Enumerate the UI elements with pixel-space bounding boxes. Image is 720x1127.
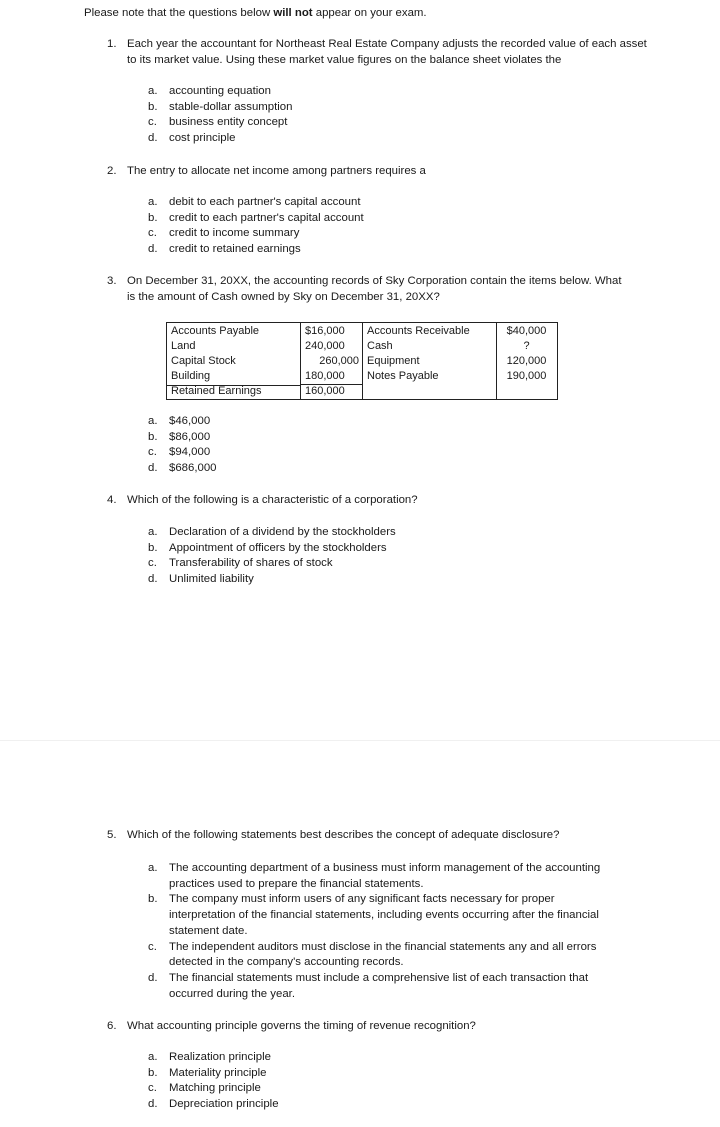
option-text: The accounting department of a business must inform management of the accounting practices used to prepare the financial statements.	[169, 862, 601, 890]
option	[148, 430, 217, 446]
question-text: What accounting principle governs the timing of revenue recognition?	[127, 1020, 476, 1032]
option-letter: d.	[148, 573, 158, 586]
option	[148, 1097, 279, 1113]
option-letter: b.	[148, 1066, 158, 1079]
option	[148, 861, 620, 892]
question-number: 6.	[107, 1020, 117, 1032]
option	[148, 445, 217, 461]
question-3	[107, 274, 667, 305]
page-break-line	[0, 740, 720, 741]
account-name: Land	[171, 340, 196, 352]
option-text: cost principle	[169, 132, 236, 145]
question-6	[107, 1019, 667, 1035]
option	[148, 115, 292, 131]
account-name: Equipment	[367, 355, 420, 367]
option	[148, 525, 396, 541]
option-letter: c.	[148, 116, 157, 129]
option	[148, 461, 217, 477]
note-text: Please note that the questions below	[84, 7, 274, 19]
account-value: $40,000	[506, 325, 547, 337]
option-text: Unlimited liability	[169, 573, 254, 586]
option-letter: a.	[148, 526, 158, 538]
question-1	[107, 37, 667, 68]
account-name: Notes Payable	[367, 370, 439, 382]
option-text: Materiality principle	[169, 1066, 267, 1079]
q1-options	[148, 84, 292, 147]
question-number: 3.	[107, 275, 117, 287]
option-text: credit to retained earnings	[169, 243, 301, 256]
option-letter: a.	[148, 196, 158, 208]
option-text: accounting equation	[169, 85, 271, 97]
q4-options	[148, 525, 396, 588]
question-number: 2.	[107, 165, 117, 177]
option	[148, 226, 364, 242]
account-value: 190,000	[506, 370, 547, 382]
option-letter: d.	[148, 971, 158, 984]
option	[148, 1050, 279, 1066]
option-text: Transferability of shares of stock	[169, 557, 333, 570]
option-text: business entity concept	[169, 116, 288, 129]
account-name: Cash	[367, 340, 393, 352]
question-text: The entry to allocate net income among partners requires a	[127, 165, 426, 177]
account-value: ?	[523, 340, 530, 352]
account-value: 260,000	[319, 355, 359, 367]
option-letter: c.	[148, 1082, 157, 1095]
exam-note	[84, 6, 427, 22]
question-number: 4.	[107, 494, 117, 506]
question-number: 5.	[107, 829, 117, 841]
option	[148, 541, 396, 557]
option	[148, 892, 620, 939]
option-letter: b.	[148, 541, 158, 554]
account-value: $16,000	[305, 325, 345, 337]
option-text: debit to each partner's capital account	[169, 196, 361, 208]
option-letter: d.	[148, 243, 158, 256]
option	[148, 1066, 279, 1082]
option-letter: c.	[148, 227, 157, 240]
account-name: Capital Stock	[171, 355, 236, 367]
option	[148, 84, 292, 100]
account-value: 180,000	[305, 370, 345, 382]
option-letter: c.	[148, 557, 157, 570]
option	[148, 414, 217, 430]
option-text: Depreciation principle	[169, 1098, 279, 1111]
option-text: Declaration of a dividend by the stockholders	[169, 526, 396, 538]
option-letter: d.	[148, 462, 158, 475]
option-letter: b.	[148, 100, 158, 113]
option-letter: a.	[148, 85, 158, 97]
account-value: 120,000	[506, 355, 547, 367]
account-name: Accounts Payable	[171, 325, 260, 337]
question-4	[107, 493, 667, 509]
option-letter: d.	[148, 132, 158, 145]
option	[148, 211, 364, 227]
account-name: Accounts Receivable	[367, 325, 470, 337]
note-bold: will not	[273, 7, 313, 19]
option	[148, 100, 292, 116]
option-letter: a.	[148, 862, 158, 874]
option-letter: b.	[148, 211, 158, 224]
option-letter: b.	[148, 893, 158, 906]
option-text: credit to each partner's capital account	[169, 211, 364, 224]
account-value: 160,000	[305, 385, 345, 397]
account-name: Building	[171, 370, 211, 382]
question-text: On December 31, 20XX, the accounting records of Sky Corporation contain the items below. What is the amount of Cash owned by Sky on December 31, 20XX?	[127, 275, 622, 303]
option-text: Matching principle	[169, 1082, 261, 1095]
option-letter: a.	[148, 415, 158, 427]
option	[148, 971, 620, 1002]
option-text: The company must inform users of any significant facts necessary for proper interpretation of the financial statements, including events occurring after the financial statement date.	[169, 893, 599, 937]
question-5	[107, 828, 667, 844]
question-text: Which of the following is a characteristic of a corporation?	[127, 494, 418, 506]
account-balances-table	[166, 322, 558, 400]
option-letter: a.	[148, 1051, 158, 1063]
option-text: Realization principle	[169, 1051, 271, 1063]
q6-options	[148, 1050, 279, 1113]
q5-options	[148, 861, 620, 1002]
option-text: The independent auditors must disclose in the financial statements any and all errors detected in the company's accounting records.	[169, 940, 597, 969]
option	[148, 131, 292, 147]
question-text: Which of the following statements best describes the concept of adequate disclosure?	[127, 829, 560, 841]
option	[148, 195, 364, 211]
option-letter: c.	[148, 446, 157, 459]
option-text: $46,000	[169, 415, 211, 427]
q2-options	[148, 195, 364, 258]
option-letter: c.	[148, 940, 157, 953]
option	[148, 242, 364, 258]
option-text: $86,000	[169, 430, 211, 443]
option-text: Appointment of officers by the stockholders	[169, 541, 387, 554]
option-text: $94,000	[169, 446, 211, 459]
option-text: credit to income summary	[169, 227, 300, 240]
option-text: The financial statements must include a comprehensive list of each transaction that occurred during the year.	[169, 971, 589, 1000]
note-text-end: appear on your exam.	[312, 7, 427, 19]
option	[148, 1081, 279, 1097]
question-number: 1.	[107, 38, 117, 50]
option	[148, 556, 396, 572]
question-text: Each year the accountant for Northeast Real Estate Company adjusts the recorded value of each asset to its market value. Using these market value figures on the balance sheet violates the	[127, 38, 647, 66]
option	[148, 572, 396, 588]
option-text: stable-dollar assumption	[169, 100, 293, 113]
account-value: 240,000	[305, 340, 345, 352]
option-text: $686,000	[169, 462, 217, 475]
option-letter: b.	[148, 430, 158, 443]
question-2	[107, 164, 667, 180]
q3-options	[148, 414, 217, 477]
option	[148, 940, 620, 971]
option-letter: d.	[148, 1098, 158, 1111]
account-name: Retained Earnings	[171, 385, 262, 397]
